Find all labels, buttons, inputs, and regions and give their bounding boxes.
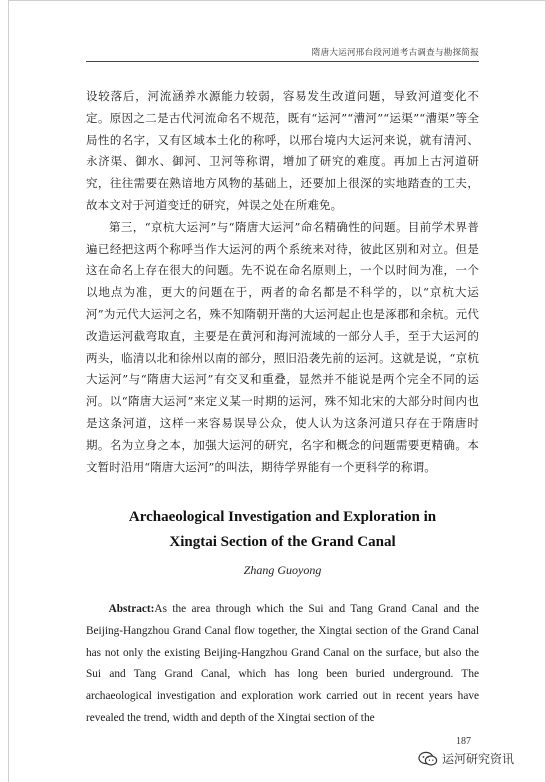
author-name: Zhang Guoyong bbox=[243, 563, 322, 577]
chinese-body-text bbox=[86, 86, 479, 478]
running-head: 隋唐大运河邢台段河道考古调查与勘探简报 bbox=[311, 48, 479, 58]
abstract-text: As the area through which the Sui and Tang Grand Canal and the Beijing-Hangzhou Grand Canal flow together, the Xingtai section of the Grand Canal has not only the existing Beijing-Hangzhou Grand Canal on the surface, but also the Sui and Tang Grand Canal, which has long been buried underground. The archaeological investigation and exploration work carried out in recent years have revealed the trend, width and depth of the Xingtai section of the bbox=[86, 603, 479, 724]
watermark bbox=[418, 750, 514, 767]
english-abstract bbox=[86, 599, 479, 730]
header-rule bbox=[86, 61, 479, 62]
english-title-line: Archaeological Investigation and Exploration in bbox=[128, 509, 437, 525]
watermark-text: 运河研究资讯 bbox=[442, 752, 515, 766]
english-title bbox=[86, 505, 479, 555]
wechat-icon bbox=[418, 751, 438, 767]
english-title-line: Xingtai Section of the Grand Canal bbox=[169, 534, 396, 550]
page-edge-top bbox=[8, 0, 545, 1]
abstract-label: Abstract: bbox=[108, 603, 155, 615]
page-number: 187 bbox=[456, 736, 471, 747]
body-paragraph: 第三，“京杭大运河”与“隋唐大运河”命名精确性的问题。目前学术界普遍已经把这两个称呼当作大运河的两个系统来对待，彼此区别和对立。但是这在命名上存在很大的问题。先不说在命名原则上，一个以时间为准，一个以地点为准，更大的问题在于，两者的命名都是不科学的，以“京杭大运河”为元代大运河之名，殊不知隋朝开凿的大运河起止也是涿郡和余杭。元代改造运河截弯取直，主要是在黄河和海河流域的一部分人手，至于大运河的两头，临清以北和徐州以南的部分，照旧沿袭先前的运河。这就是说，“京杭大运河”与“隋唐大运河”有交叉和重叠，显然并不能说是两个完全不同的运河。以“隋唐大运河”来定义某一时期的运河，殊不知北宋的大部分时间内也是这条河道，这样一来容易误导公众，使人认为这条河道只存在于隋唐时期。名为立身之本，加强大运河的研究，名字和概念的问题需要更精确。本文暂时沿用“隋唐大运河”的叫法，期待学界能有一个更科学的称谓。 bbox=[86, 219, 479, 474]
page-edge-left bbox=[8, 0, 9, 782]
body-paragraph: 设较落后，河流涵养水源能力较弱，容易发生改道问题，导致河道变化不定。原因之二是古代河流命名不规范，既有“运河”“漕河”“运渠”“漕渠”等全局性的名字，又有区域本土化的称呼，以邢台境内大运河来说，就有清河、永济渠、御水、御河、卫河等称谓，增加了研究的难度。再加上古河道研究，往往需要在熟谙地方风物的基础上，还要加上很深的实地踏查的工夫，故本文对于河道变迁的研究，舛误之处在所难免。 bbox=[86, 89, 479, 212]
